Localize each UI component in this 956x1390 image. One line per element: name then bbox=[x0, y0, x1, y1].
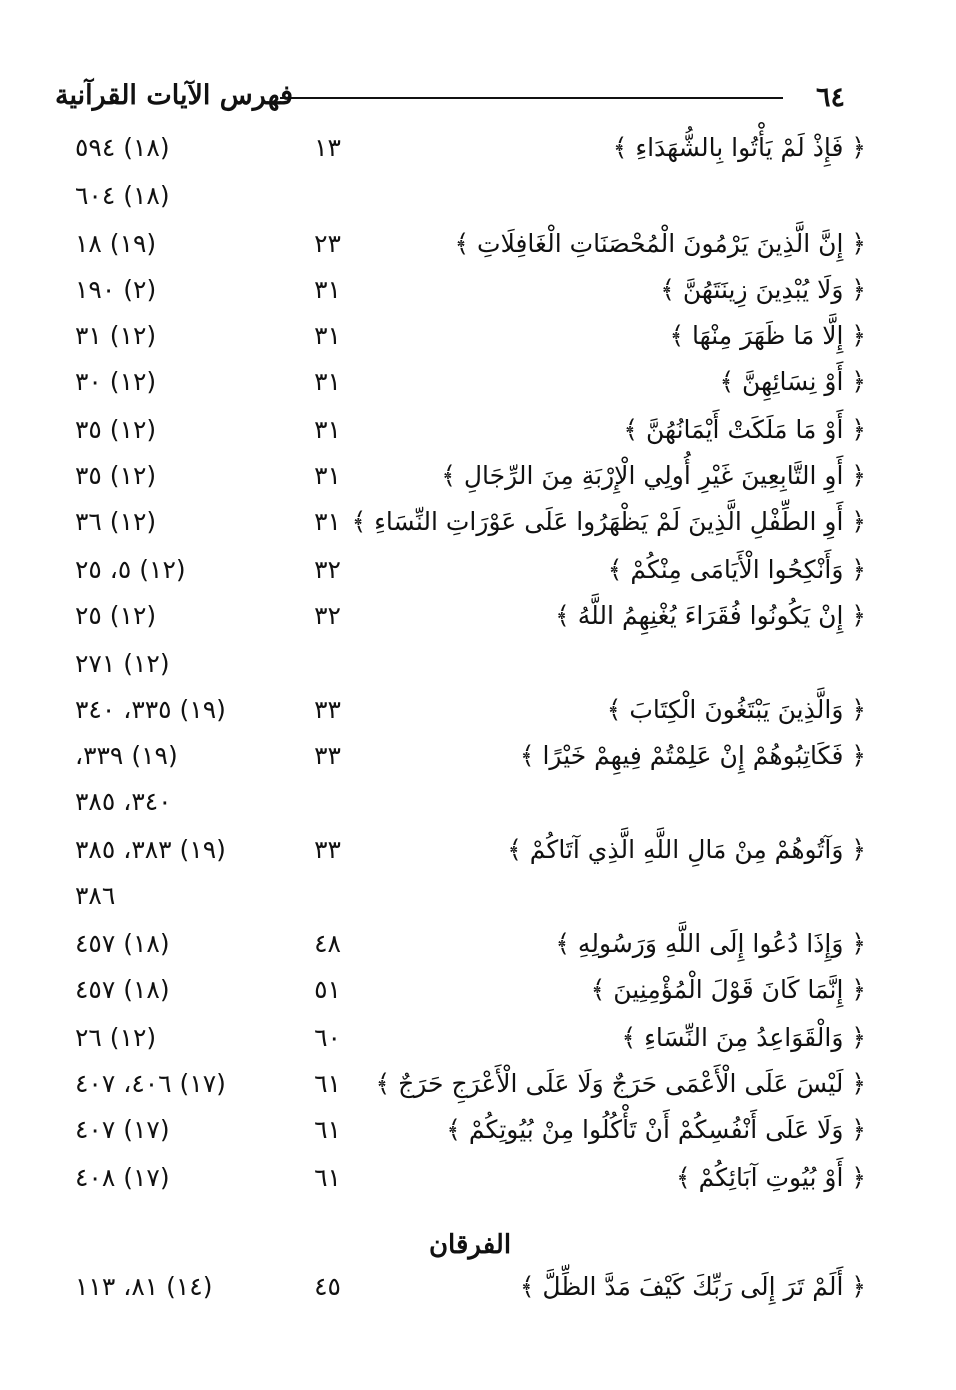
table-row bbox=[0, 1267, 956, 1307]
verse-text: ﴿ إِلَّا مَا ظَهَرَ مِنْهَا ﴾ bbox=[669, 321, 866, 350]
verse-text: ﴿ وَلَا عَلَى أَنْفُسِكُمْ أَنْ تَأْكُلُوا مِنْ بُيُوتِكُمْ ﴾ bbox=[446, 1115, 866, 1144]
table-row bbox=[0, 596, 956, 636]
ayah-number: ٣١ bbox=[314, 321, 341, 350]
ayah-number: ٣١ bbox=[314, 461, 341, 490]
table-row bbox=[0, 1158, 956, 1198]
table-row bbox=[0, 1018, 956, 1058]
volume-page-reference: (١٢) ٣١ bbox=[75, 321, 157, 350]
verse-text: ﴿ إِنَّ الَّذِينَ يَرْمُونَ الْمُحْصَنَاتِ الْغَافِلَاتِ ﴾ bbox=[454, 229, 866, 258]
table-row bbox=[0, 830, 956, 870]
ayah-number: ٤٥ bbox=[314, 1272, 341, 1301]
table-row bbox=[0, 876, 956, 916]
verse-text: ﴿ وَالَّذِينَ يَبْتَغُونَ الْكِتَابَ ﴾ bbox=[606, 695, 866, 724]
volume-page-reference: (١٢) ٢٧١ bbox=[75, 649, 170, 678]
ayah-number: ٣١ bbox=[314, 415, 341, 444]
verse-text: ﴿ أَوْ نِسَائِهِنَّ ﴾ bbox=[719, 367, 866, 396]
volume-page-reference: (٢) ١٩٠ bbox=[75, 275, 157, 304]
volume-page-reference: (١٢) ٥، ٢٥ bbox=[75, 555, 186, 584]
table-row bbox=[0, 1064, 956, 1104]
ayah-number: ٣٢ bbox=[314, 555, 341, 584]
verse-text: ﴿ وَالْقَوَاعِدُ مِنَ النِّسَاءِ ﴾ bbox=[621, 1023, 866, 1052]
table-row bbox=[0, 128, 956, 168]
volume-page-reference: ٣٨٦ bbox=[75, 881, 116, 910]
table-row bbox=[0, 410, 956, 450]
verse-text: ﴿ أَوْ مَا مَلَكَتْ أَيْمَانُهُنَّ ﴾ bbox=[623, 415, 866, 444]
ayah-number: ٦١ bbox=[314, 1115, 341, 1144]
verse-text: ﴿ فَكَاتِبُوهُمْ إِنْ عَلِمْتُمْ فِيهِمْ خَيْرًا ﴾ bbox=[519, 741, 866, 770]
ayah-number: ٦٠ bbox=[314, 1023, 341, 1052]
ayah-number: ٣٢ bbox=[314, 601, 341, 630]
volume-page-reference: (١٢) ٢٥ bbox=[75, 601, 157, 630]
table-row bbox=[0, 782, 956, 822]
page-header bbox=[55, 78, 845, 114]
table-row bbox=[0, 644, 956, 684]
table-row bbox=[0, 362, 956, 402]
verse-text: ﴿ أَلَمْ تَرَ إِلَى رَبِّكَ كَيْفَ مَدَّ الظِّلَّ ﴾ bbox=[519, 1272, 866, 1301]
volume-page-reference: (١٩) ٣٣٥، ٣٤٠ bbox=[75, 695, 226, 724]
ayah-number: ٦١ bbox=[314, 1069, 341, 1098]
ayah-number: ٣٣ bbox=[314, 835, 341, 864]
verse-text: ﴿ وَإِذَا دُعُوا إِلَى اللَّهِ وَرَسُولِهِ ﴾ bbox=[555, 929, 866, 958]
ayah-number: ٣١ bbox=[314, 507, 341, 536]
volume-page-reference: (١٨) ٥٩٤ bbox=[75, 133, 170, 162]
ayah-number: ٣١ bbox=[314, 367, 341, 396]
ayah-number: ٥١ bbox=[314, 975, 341, 1004]
volume-page-reference: (١٢) ٢٦ bbox=[75, 1023, 157, 1052]
volume-page-reference: (١٢) ٣٥ bbox=[75, 461, 157, 490]
table-row bbox=[0, 456, 956, 496]
volume-page-reference: (١٢) ٣٦ bbox=[75, 507, 157, 536]
ayah-number: ١٣ bbox=[314, 133, 341, 162]
volume-page-reference: ٣٤٠، ٣٨٥ bbox=[75, 787, 172, 816]
volume-page-reference: (١٩) ١٨ bbox=[75, 229, 157, 258]
volume-page-reference: (١٢) ٣٥ bbox=[75, 415, 157, 444]
table-row bbox=[0, 502, 956, 542]
table-row bbox=[0, 970, 956, 1010]
verse-text: ﴿ وَلَا يُبْدِينَ زِينَتَهُنَّ ﴾ bbox=[660, 275, 866, 304]
volume-page-reference: (١٢) ٣٠ bbox=[75, 367, 157, 396]
table-row bbox=[0, 270, 956, 310]
ayah-number: ٣٣ bbox=[314, 741, 341, 770]
ayah-number: ٢٣ bbox=[314, 229, 341, 258]
verse-text: ﴿ لَيْسَ عَلَى الْأَعْمَى حَرَجٌ وَلَا عَلَى الْأَعْرَجِ حَرَجٌ ﴾ bbox=[375, 1069, 866, 1098]
table-row bbox=[0, 224, 956, 264]
verse-text: ﴿ أَوِ الطِّفْلِ الَّذِينَ لَمْ يَظْهَرُوا عَلَى عَوْرَاتِ النِّسَاءِ ﴾ bbox=[351, 507, 866, 536]
table-row bbox=[0, 736, 956, 776]
table-row bbox=[0, 176, 956, 216]
volume-page-reference: (١٧) ٤٠٦، ٤٠٧ bbox=[75, 1069, 226, 1098]
verse-text: ﴿ وَآتُوهُمْ مِنْ مَالِ اللَّهِ الَّذِي آتَاكُمْ ﴾ bbox=[507, 835, 866, 864]
surah-heading: الفرقان bbox=[428, 1230, 512, 1260]
table-row bbox=[0, 550, 956, 590]
ayah-number: ٦١ bbox=[314, 1163, 341, 1192]
verse-text: ﴿ أَوْ بُيُوتِ آبَائِكُمْ ﴾ bbox=[676, 1163, 866, 1192]
volume-page-reference: (١٨) ٤٥٧ bbox=[75, 975, 170, 1004]
verse-text: ﴿ أَوِ التَّابِعِينَ غَيْرِ أُولِي الْإِرْبَةِ مِنَ الرِّجَالِ ﴾ bbox=[441, 461, 866, 490]
ayah-number: ٣٣ bbox=[314, 695, 341, 724]
verse-text: ﴿ وَأَنْكِحُوا الْأَيَامَى مِنْكُمْ ﴾ bbox=[607, 555, 866, 584]
volume-page-reference: (١٧) ٤٠٨ bbox=[75, 1163, 170, 1192]
ayah-number: ٣١ bbox=[314, 275, 341, 304]
volume-page-reference: (١٤) ٨١، ١١٣ bbox=[75, 1272, 213, 1301]
verse-text: ﴿ إِنْ يَكُونُوا فُقَرَاءَ يُغْنِهِمُ اللَّهُ ﴾ bbox=[555, 601, 866, 630]
table-row bbox=[0, 316, 956, 356]
volume-page-reference: (١٨) ٦٠٤ bbox=[75, 181, 170, 210]
ayah-number: ٤٨ bbox=[314, 929, 341, 958]
verse-text: ﴿ فَإِذْ لَمْ يَأْتُوا بِالشُّهَدَاءِ ﴾ bbox=[612, 133, 866, 162]
verse-text: ﴿ إِنَّمَا كَانَ قَوْلَ الْمُؤْمِنِينَ ﴾ bbox=[590, 975, 866, 1004]
volume-page-reference: (١٩) ٣٣٩، bbox=[75, 741, 178, 770]
volume-page-reference: (١٩) ٣٨٣، ٣٨٥ bbox=[75, 835, 226, 864]
table-row bbox=[0, 690, 956, 730]
page-number: ٦٤ bbox=[815, 82, 845, 113]
table-row bbox=[0, 1110, 956, 1150]
header-rule bbox=[280, 97, 783, 99]
volume-page-reference: (١٨) ٤٥٧ bbox=[75, 929, 170, 958]
page-title: فهرس الآيات القرآنية bbox=[55, 80, 293, 111]
volume-page-reference: (١٧) ٤٠٧ bbox=[75, 1115, 170, 1144]
table-row bbox=[0, 924, 956, 964]
